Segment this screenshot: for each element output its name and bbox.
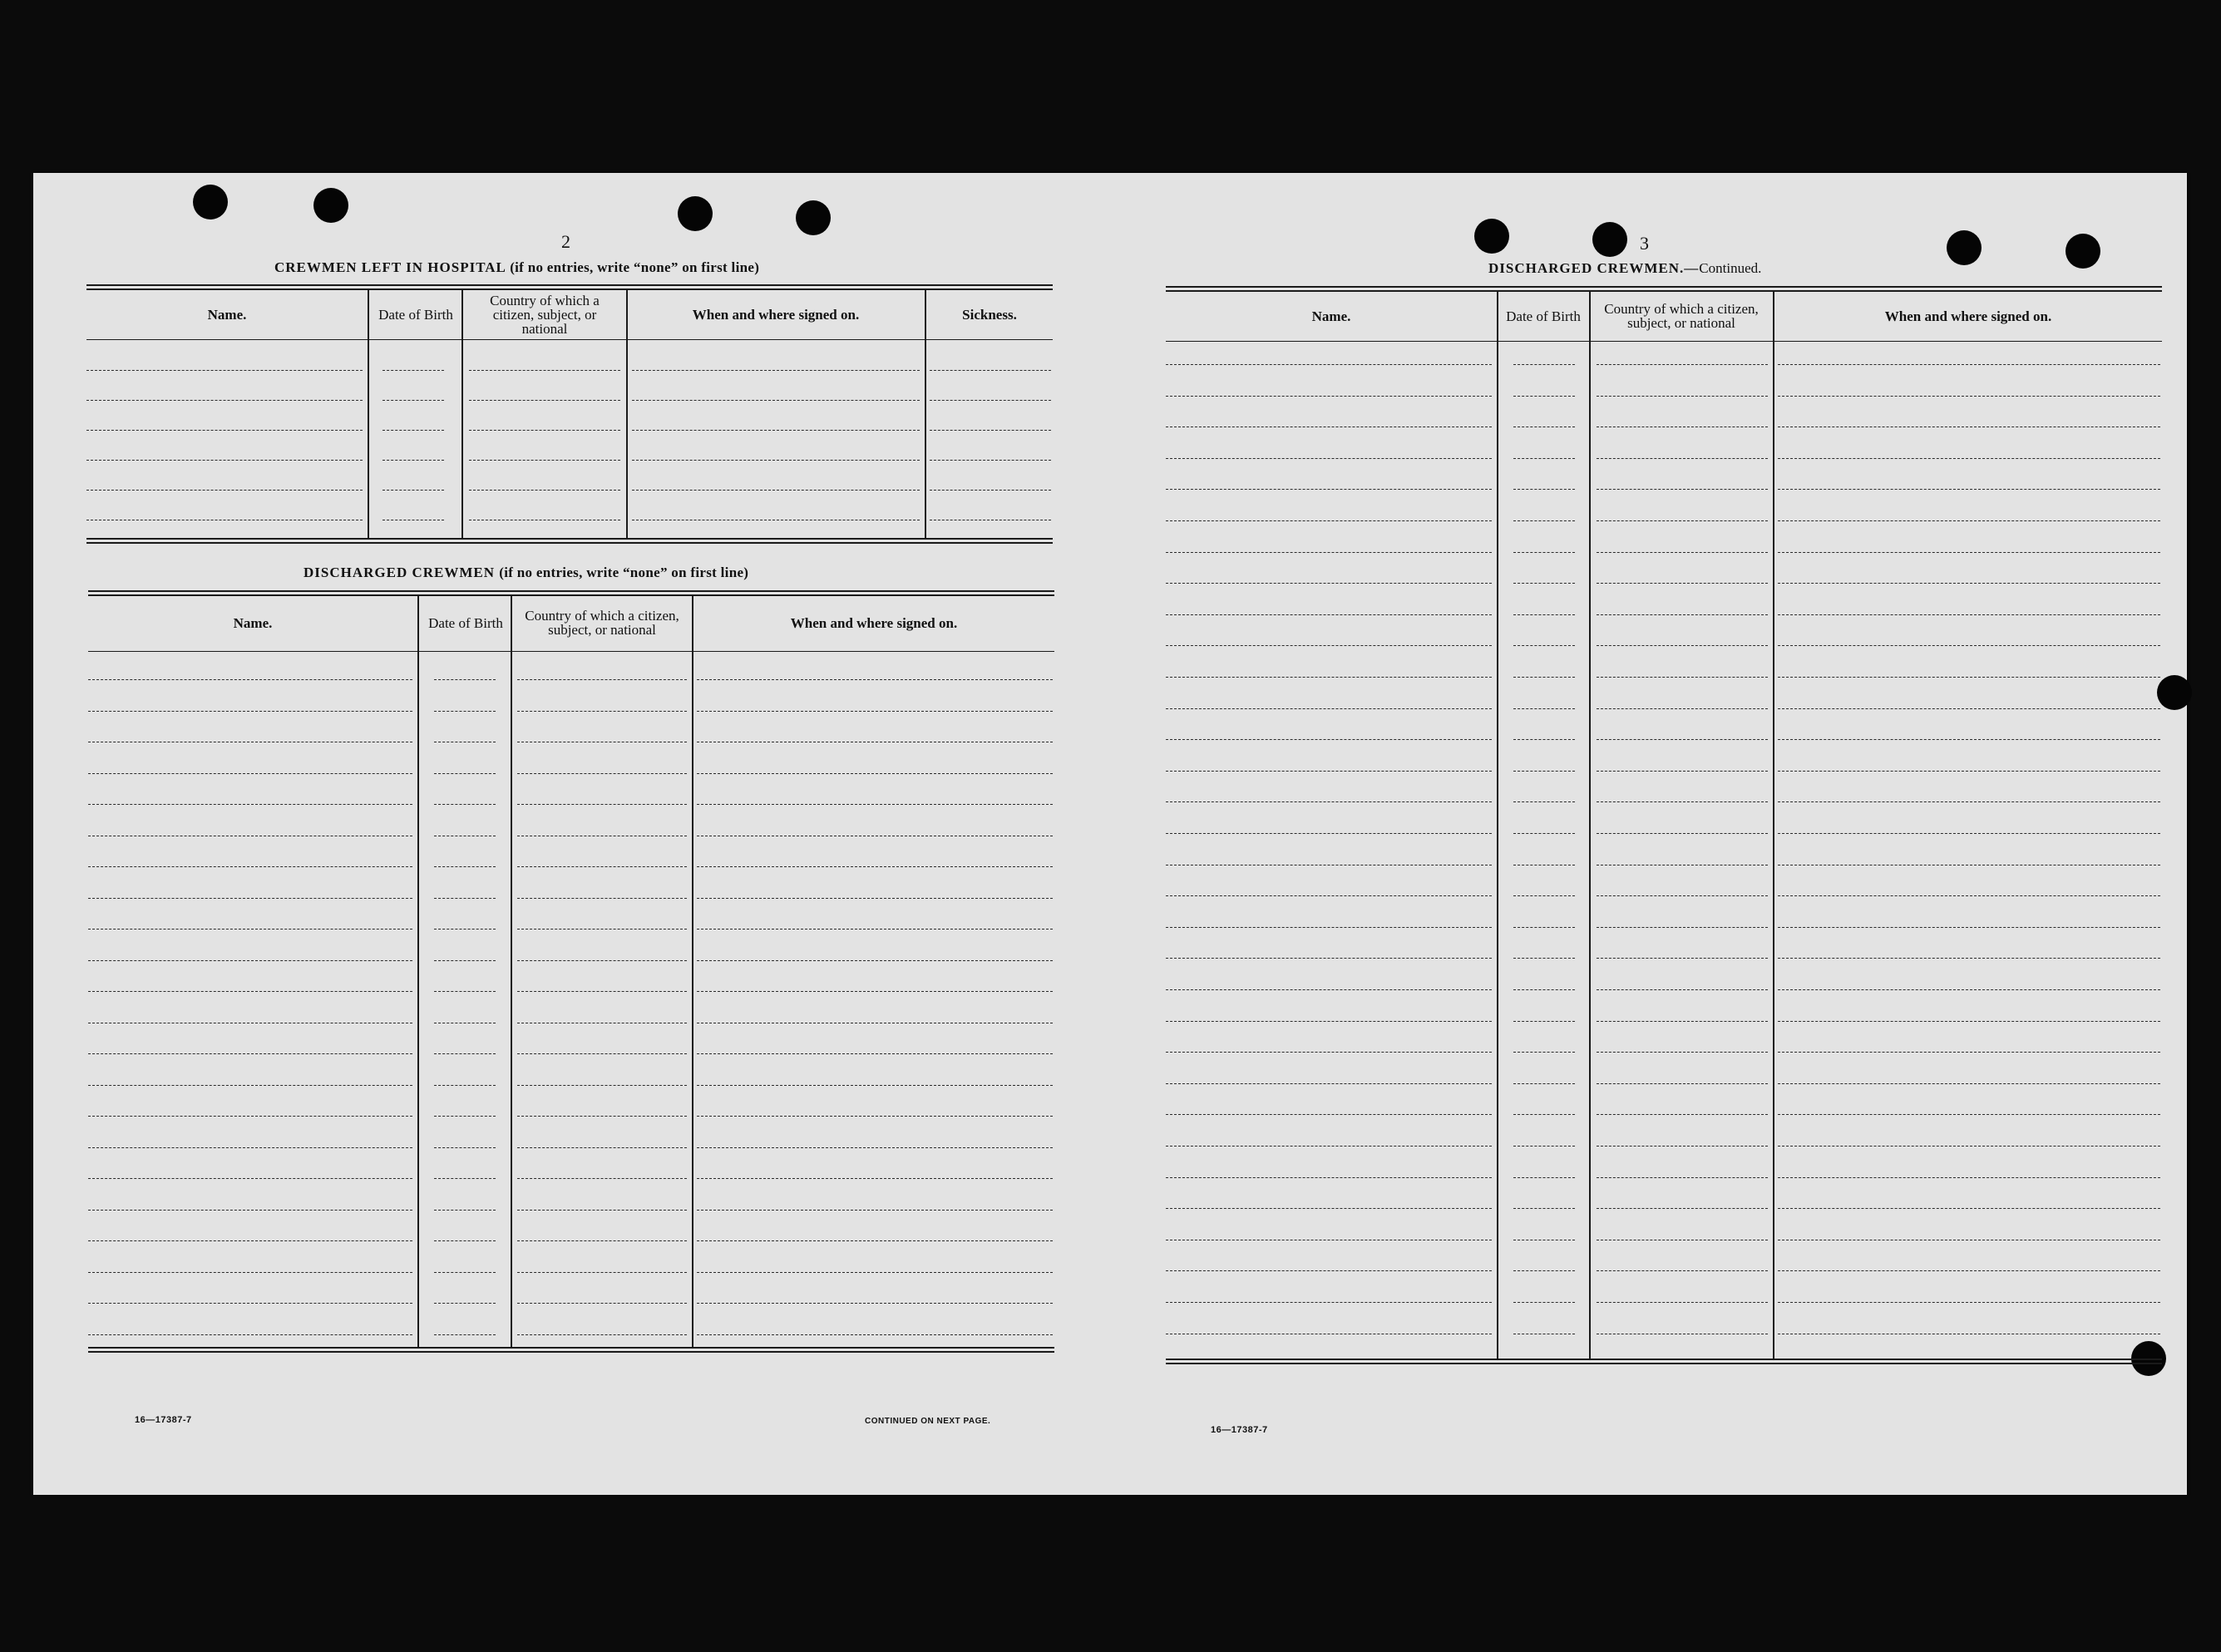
entry-line <box>697 991 1053 992</box>
entry-line <box>517 1116 687 1117</box>
entry-line <box>517 1210 687 1211</box>
entry-line <box>1778 958 2160 959</box>
entry-line <box>1513 1270 1575 1271</box>
entry-line <box>1166 739 1492 740</box>
entry-line <box>517 773 687 774</box>
entry-line <box>517 1178 687 1179</box>
entry-line <box>1513 1302 1575 1303</box>
entry-line <box>1513 801 1575 802</box>
entry-line <box>88 804 412 805</box>
entry-line <box>88 711 412 712</box>
entry-line <box>1166 771 1492 772</box>
entry-line <box>1513 1114 1575 1115</box>
entry-line <box>1778 645 2160 646</box>
entry-line <box>517 898 687 899</box>
entry-line <box>434 804 496 805</box>
entry-line <box>1778 364 2160 365</box>
entry-line <box>517 804 687 805</box>
entry-line <box>1513 614 1575 615</box>
entry-line <box>632 430 920 431</box>
document-sheet <box>33 173 2187 1495</box>
entry-line <box>434 1178 496 1179</box>
entry-line <box>88 1116 412 1117</box>
entry-line <box>517 1147 687 1148</box>
entry-line <box>469 430 620 431</box>
entry-line <box>697 1085 1053 1086</box>
entry-line <box>1513 771 1575 772</box>
entry-line <box>1778 739 2160 740</box>
entry-line <box>434 773 496 774</box>
entry-line <box>1597 1270 1768 1271</box>
entry-line <box>1166 801 1492 802</box>
entry-line <box>434 1116 496 1117</box>
entry-line <box>697 679 1053 680</box>
entry-line <box>469 400 620 401</box>
entry-line <box>1597 833 1768 834</box>
entry-line <box>88 929 412 930</box>
entry-line <box>517 960 687 961</box>
entry-line <box>517 1053 687 1054</box>
col-header-name: Name. <box>233 614 273 631</box>
entry-line <box>434 711 496 712</box>
entry-line <box>697 960 1053 961</box>
entry-line <box>1597 708 1768 709</box>
col-header-name: Name. <box>1311 308 1351 324</box>
entry-line <box>1513 1021 1575 1022</box>
entry-line <box>1778 396 2160 397</box>
entry-line <box>434 929 496 930</box>
entry-line <box>697 1240 1053 1241</box>
col-header-country: Country of which a citizen, subject, or national <box>490 292 600 337</box>
discharged-table-left <box>88 590 1054 1355</box>
col-header-sickness: Sickness. <box>962 306 1017 323</box>
col-header-signed-on: When and where signed on. <box>692 306 860 323</box>
col-header-date-of-birth: Date of Birth <box>378 306 453 323</box>
entry-line <box>434 1303 496 1304</box>
entry-line <box>1513 396 1575 397</box>
entry-line <box>1778 489 2160 490</box>
entry-line <box>697 1053 1053 1054</box>
entry-line <box>86 490 363 491</box>
entry-line <box>1778 1302 2160 1303</box>
page-number-left: 2 <box>561 231 570 252</box>
entry-line <box>1597 552 1768 553</box>
entry-line <box>1166 895 1492 896</box>
entry-line <box>1778 927 2160 928</box>
entry-line <box>1513 708 1575 709</box>
entry-line <box>434 1085 496 1086</box>
entry-line <box>434 1210 496 1211</box>
entry-line <box>86 430 363 431</box>
entry-line <box>1597 771 1768 772</box>
entry-line <box>1513 958 1575 959</box>
entry-line <box>86 370 363 371</box>
entry-line <box>1597 739 1768 740</box>
continued-note: CONTINUED ON NEXT PAGE. <box>865 1417 991 1426</box>
entry-line <box>1597 677 1768 678</box>
entry-line <box>88 991 412 992</box>
hospital-table <box>86 284 1053 550</box>
entry-line <box>1597 1021 1768 1022</box>
entry-line <box>434 1334 496 1335</box>
entry-line <box>1778 677 2160 678</box>
entry-line <box>1597 958 1768 959</box>
entry-line <box>1597 520 1768 521</box>
entry-line <box>1513 989 1575 990</box>
entry-line <box>1597 396 1768 397</box>
entry-line <box>517 991 687 992</box>
entry-line <box>88 1053 412 1054</box>
discharged-section-title <box>304 565 748 581</box>
entry-line <box>1597 1083 1768 1084</box>
entry-line <box>1166 1083 1492 1084</box>
entry-line <box>1778 895 2160 896</box>
entry-line <box>1166 645 1492 646</box>
punch-hole <box>1947 230 1982 265</box>
entry-line <box>697 1272 1053 1273</box>
entry-line <box>1166 1146 1492 1147</box>
entry-line <box>517 1334 687 1335</box>
entry-line <box>632 400 920 401</box>
entry-line <box>88 1272 412 1273</box>
hospital-title-text: CREWMEN LEFT IN HOSPITAL <box>274 259 506 275</box>
entry-line <box>434 679 496 680</box>
entry-line <box>88 1334 412 1335</box>
entry-line <box>1778 1177 2160 1178</box>
entry-line <box>88 1178 412 1179</box>
entry-line <box>88 898 412 899</box>
entry-line <box>697 1116 1053 1117</box>
entry-line <box>1778 614 2160 615</box>
punch-hole <box>1474 219 1509 254</box>
entry-line <box>1597 1208 1768 1209</box>
entry-line <box>1597 645 1768 646</box>
entry-line <box>1513 458 1575 459</box>
entry-line <box>517 1303 687 1304</box>
entry-line <box>697 929 1053 930</box>
entry-line <box>930 370 1051 371</box>
entry-line <box>697 866 1053 867</box>
col-header-signed-on: When and where signed on. <box>1884 308 2052 324</box>
entry-line <box>1597 1052 1768 1053</box>
entry-line <box>1166 1270 1492 1271</box>
entry-line <box>1778 552 2160 553</box>
entry-line <box>1597 1114 1768 1115</box>
entry-line <box>1166 1208 1492 1209</box>
entry-line <box>1513 1146 1575 1147</box>
entry-line <box>1597 1177 1768 1178</box>
entry-line <box>697 1210 1053 1211</box>
entry-line <box>697 804 1053 805</box>
entry-line <box>1778 458 2160 459</box>
entry-line <box>1597 1302 1768 1303</box>
entry-line <box>1166 708 1492 709</box>
entry-line <box>434 898 496 899</box>
entry-line <box>1778 989 2160 990</box>
col-header-name: Name. <box>207 306 247 323</box>
entry-line <box>1513 1208 1575 1209</box>
discharged-title-note: (if no entries, write “none” on first line) <box>499 565 749 580</box>
entry-line <box>1513 895 1575 896</box>
entry-line <box>1778 1114 2160 1115</box>
entry-line <box>88 1240 412 1241</box>
entry-line <box>1597 583 1768 584</box>
entry-line <box>469 490 620 491</box>
entry-line <box>1778 583 2160 584</box>
entry-line <box>697 1303 1053 1304</box>
page-number-right: 3 <box>1640 233 1649 254</box>
entry-line <box>1166 1052 1492 1053</box>
entry-line <box>1778 771 2160 772</box>
entry-line <box>1778 520 2160 521</box>
entry-line <box>930 400 1051 401</box>
entry-line <box>697 773 1053 774</box>
entry-line <box>86 460 363 461</box>
entry-line <box>1513 489 1575 490</box>
entry-line <box>434 960 496 961</box>
col-header-country: Country of which a citizen, subject, or national <box>525 608 679 638</box>
entry-line <box>1778 1208 2160 1209</box>
entry-line <box>1513 364 1575 365</box>
punch-hole <box>1592 222 1627 257</box>
discharged-continued-note: Continued. <box>1699 260 1762 276</box>
entry-line <box>1597 458 1768 459</box>
entry-line <box>1778 708 2160 709</box>
entry-line <box>1513 1083 1575 1084</box>
entry-line <box>1597 489 1768 490</box>
entry-line <box>517 929 687 930</box>
entry-line <box>1597 364 1768 365</box>
entry-line <box>88 960 412 961</box>
hospital-title-note: (if no entries, write “none” on first line) <box>510 259 760 275</box>
entry-line <box>697 898 1053 899</box>
entry-line <box>469 460 620 461</box>
entry-line <box>1166 396 1492 397</box>
entry-line <box>88 1085 412 1086</box>
entry-line <box>697 711 1053 712</box>
entry-line <box>1166 458 1492 459</box>
entry-line <box>1166 364 1492 365</box>
entry-line <box>86 400 363 401</box>
entry-line <box>1778 801 2160 802</box>
entry-line <box>1778 1021 2160 1022</box>
entry-line <box>930 460 1051 461</box>
discharged-continued-title <box>1488 260 1761 277</box>
entry-line <box>517 679 687 680</box>
entry-line <box>1778 833 2160 834</box>
entry-line <box>632 370 920 371</box>
entry-line <box>1513 583 1575 584</box>
discharged-table-right <box>1166 286 2162 1367</box>
entry-line <box>1778 1270 2160 1271</box>
discharged-title-text: DISCHARGED CREWMEN <box>304 565 496 580</box>
entry-line <box>88 679 412 680</box>
entry-line <box>1166 1114 1492 1115</box>
entry-line <box>434 1272 496 1273</box>
entry-line <box>88 773 412 774</box>
entry-line <box>434 1240 496 1241</box>
entry-line <box>517 711 687 712</box>
entry-line <box>434 1147 496 1148</box>
entry-line <box>1778 1083 2160 1084</box>
punch-hole <box>2066 234 2100 269</box>
entry-line <box>383 400 444 401</box>
entry-line <box>1513 739 1575 740</box>
entry-line <box>930 490 1051 491</box>
entry-line <box>1513 677 1575 678</box>
entry-line <box>1597 895 1768 896</box>
entry-line <box>1166 927 1492 928</box>
entry-line <box>930 430 1051 431</box>
entry-line <box>469 370 620 371</box>
col-header-date-of-birth: Date of Birth <box>1506 308 1581 324</box>
entry-line <box>88 1303 412 1304</box>
entry-line <box>1166 1302 1492 1303</box>
entry-line <box>1778 1146 2160 1147</box>
entry-line <box>697 1334 1053 1335</box>
entry-line <box>1166 833 1492 834</box>
entry-line <box>1597 614 1768 615</box>
punch-hole <box>2157 675 2192 710</box>
entry-line <box>1597 1146 1768 1147</box>
entry-line <box>1513 520 1575 521</box>
entry-line <box>1166 958 1492 959</box>
entry-line <box>1166 552 1492 553</box>
col-header-country: Country of which a citizen, subject, or national <box>1604 301 1759 331</box>
entry-line <box>1513 1177 1575 1178</box>
punch-hole <box>678 196 713 231</box>
entry-line <box>383 490 444 491</box>
entry-line <box>632 490 920 491</box>
punch-hole <box>313 188 348 223</box>
entry-line <box>88 1147 412 1148</box>
entry-line <box>1166 489 1492 490</box>
entry-line <box>697 1178 1053 1179</box>
hospital-section-title <box>274 259 759 276</box>
entry-line <box>697 1147 1053 1148</box>
entry-line <box>1513 927 1575 928</box>
entry-line <box>1597 801 1768 802</box>
entry-line <box>632 460 920 461</box>
entry-line <box>517 866 687 867</box>
entry-line <box>434 866 496 867</box>
entry-line <box>1597 927 1768 928</box>
punch-hole <box>796 200 831 235</box>
entry-line <box>1513 1052 1575 1053</box>
entry-line <box>434 991 496 992</box>
entry-line <box>1166 989 1492 990</box>
entry-line <box>1166 520 1492 521</box>
entry-line <box>1778 1052 2160 1053</box>
entry-line <box>517 1272 687 1273</box>
entry-line <box>1166 614 1492 615</box>
entry-line <box>88 866 412 867</box>
discharged-continued-title-text: DISCHARGED CREWMEN.— <box>1488 260 1700 276</box>
col-header-date-of-birth: Date of Birth <box>428 614 503 631</box>
entry-line <box>517 1085 687 1086</box>
form-number-right: 16—17387-7 <box>1211 1425 1268 1435</box>
form-number-left: 16—17387-7 <box>135 1415 192 1425</box>
entry-line <box>383 370 444 371</box>
entry-line <box>1166 1021 1492 1022</box>
entry-line <box>1513 833 1575 834</box>
entry-line <box>1513 645 1575 646</box>
entry-line <box>1597 989 1768 990</box>
entry-line <box>1166 583 1492 584</box>
col-header-signed-on: When and where signed on. <box>790 614 958 631</box>
punch-hole <box>193 185 228 219</box>
entry-line <box>1166 1177 1492 1178</box>
entry-line <box>517 1240 687 1241</box>
entry-line <box>383 460 444 461</box>
entry-line <box>434 1053 496 1054</box>
entry-line <box>383 430 444 431</box>
entry-line <box>88 1210 412 1211</box>
entry-line <box>1513 552 1575 553</box>
entry-line <box>1166 677 1492 678</box>
